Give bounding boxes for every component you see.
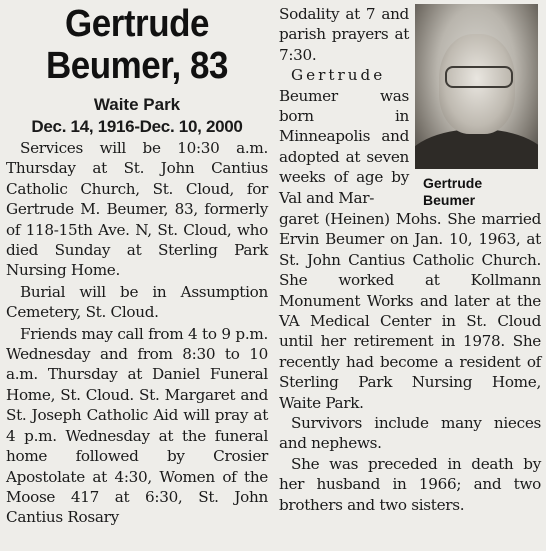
biography-start <box>279 65 409 208</box>
biography-lead-name: Gertrude <box>291 66 386 85</box>
photo-block <box>415 4 541 209</box>
headline-surname-age: Beumer, 83 <box>46 45 228 87</box>
right-column <box>279 4 541 515</box>
biography-continued: garet (Heinen) Mohs. She married Ervin Beumer on Jan. 10, 1963, at St. John Cantius Catholic Church. She worked at Kollmann Monument Works and later at the VA Medical Center in St. Cloud until her retirement in 1978. She recently had become a resident of Sterling Park Nursing Home, Waite Park. <box>279 210 541 412</box>
wrap-text <box>279 4 409 209</box>
headline-name: Gertrude <box>65 3 209 45</box>
photo-caption <box>423 175 541 209</box>
preceded-paragraph: She was preceded in death by her husband in 1966; and two brothers and two sisters. <box>279 454 541 514</box>
services-paragraph: Services will be 10:30 a.m. Thursday at St. John Cantius Catholic Church, St. Cloud, for Gertrude M. Beumer, 83, formerly of 118-15th Ave. N, St. Cloud, who died Sunday at Sterling Park Nursing Home. <box>6 139 268 280</box>
caption-last-name: Beumer <box>423 192 476 208</box>
caption-first-name: Gertrude <box>423 175 483 191</box>
burial-paragraph: Burial will be in Assumption Cemetery, St. Cloud. <box>6 282 268 322</box>
portrait-photo <box>415 4 538 169</box>
biography-start-text: Beumer was born in Minneapolis and adopted at seven weeks of age by Val and Mar- <box>279 86 409 207</box>
left-column <box>6 2 268 528</box>
portrait-glasses <box>445 66 513 88</box>
survivors-paragraph: Survivors include many nieces and nephews. <box>279 414 541 453</box>
visitation-paragraph: Friends may call from 4 to 9 p.m. Wednesday and from 8:30 to 10 a.m. Thursday at Daniel Funeral Home, St. Cloud. St. Margaret and St. Joseph Catholic Aid will pray at 4 p.m. Wednesday at the funeral home followed by Crosier Apostolate at 4:30, Women of the Moose 417 at 6:30, St. John Cantius Rosary <box>6 324 268 527</box>
prayers-text: Sodality at 7 and parish prayers at 7:30. <box>279 5 409 64</box>
photo-wrap-block <box>279 4 541 209</box>
life-dates: Dec. 14, 1916-Dec. 10, 2000 <box>31 117 243 136</box>
residence-place: Waite Park <box>93 95 181 114</box>
portrait-shoulders <box>415 129 538 169</box>
